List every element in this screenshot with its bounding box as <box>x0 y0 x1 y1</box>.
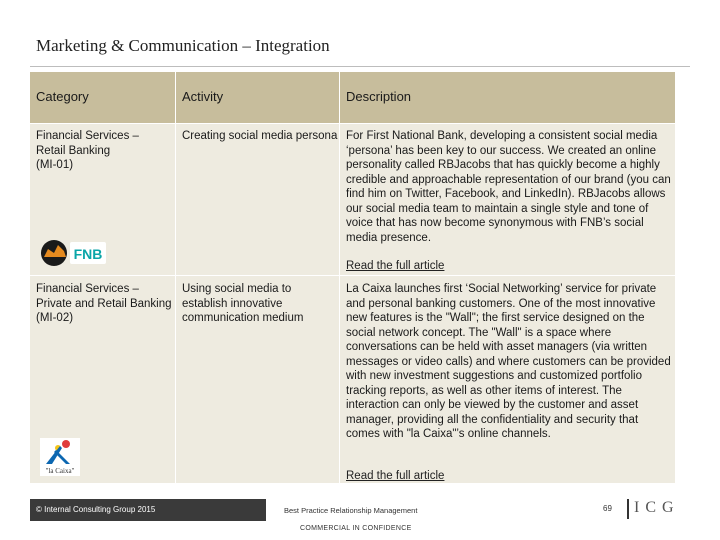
table-header-row <box>30 72 675 124</box>
read-article-link[interactable]: Read the full article <box>346 470 445 482</box>
description-text: La Caixa launches first ‘Social Networking’ service for private and personal banking customers. One of the most innovative new features is the "Wall"; the first service designed on the social network concept. The "Wall" is a space where conversations can be held with asset managers (via written messages or video calls) and where customers can be provided with new investment suggestions and customized portfolio tracking reports, as well as other items of interest. The interaction can only be viewed by the customer and asset manager, providing all the confidentiality and security that comes with "la Caixa"’s online channels. <box>346 283 671 440</box>
la-caixa-logo <box>40 438 80 476</box>
category-code: (MI-02) <box>36 312 74 324</box>
header-activity: Activity <box>176 72 340 123</box>
read-article-link[interactable]: Read the full article <box>346 260 445 272</box>
category-line: Private and Retail Banking <box>36 297 172 310</box>
category-cell <box>30 276 176 483</box>
header-category: Category <box>30 72 176 123</box>
description-cell <box>340 276 675 483</box>
fnb-logo-text: FNB <box>73 246 103 262</box>
category-code: (MI-01) <box>36 159 74 171</box>
activity-cell: Using social media to establish innovative communication medium <box>176 276 340 483</box>
page-number: 69 <box>603 504 612 513</box>
table-row <box>30 124 675 276</box>
icg-logo: ICG <box>634 499 680 516</box>
footer-title: Best Practice Relationship Management <box>284 506 418 515</box>
category-line: Financial Services – <box>36 130 139 142</box>
category-cell <box>30 124 176 275</box>
table-row <box>30 276 675 484</box>
category-line: Financial Services – <box>36 283 139 295</box>
category-line: Retail Banking <box>36 144 111 157</box>
footer <box>0 499 720 540</box>
footer-copyright: © Internal Consulting Group 2015 <box>30 499 266 521</box>
title-divider <box>30 66 690 67</box>
footer-confidential: COMMERCIAL IN CONFIDENCE <box>300 525 412 532</box>
best-practice-table <box>30 72 675 484</box>
slide-title: Marketing & Communication – Integration <box>36 36 330 55</box>
header-description: Description <box>346 89 412 105</box>
description-text: For First National Bank, developing a consistent social media ‘persona’ has been key to our success. We created an online personality called RBJacobs that has quickly become a highly credible and approachable representation of our brand (you can find him on Twitter, Facebook, and LinkedIn). RBJacobs allows our social media team to maintain a single style and tone of voice that has now become synonymous with FNB’s social media presence. <box>346 130 671 244</box>
fnb-logo <box>40 239 108 267</box>
footer-divider <box>627 499 629 519</box>
la-caixa-logo-text: "la Caixa" <box>45 467 75 475</box>
activity-cell: Creating social media persona <box>176 124 340 275</box>
description-cell <box>340 124 675 275</box>
